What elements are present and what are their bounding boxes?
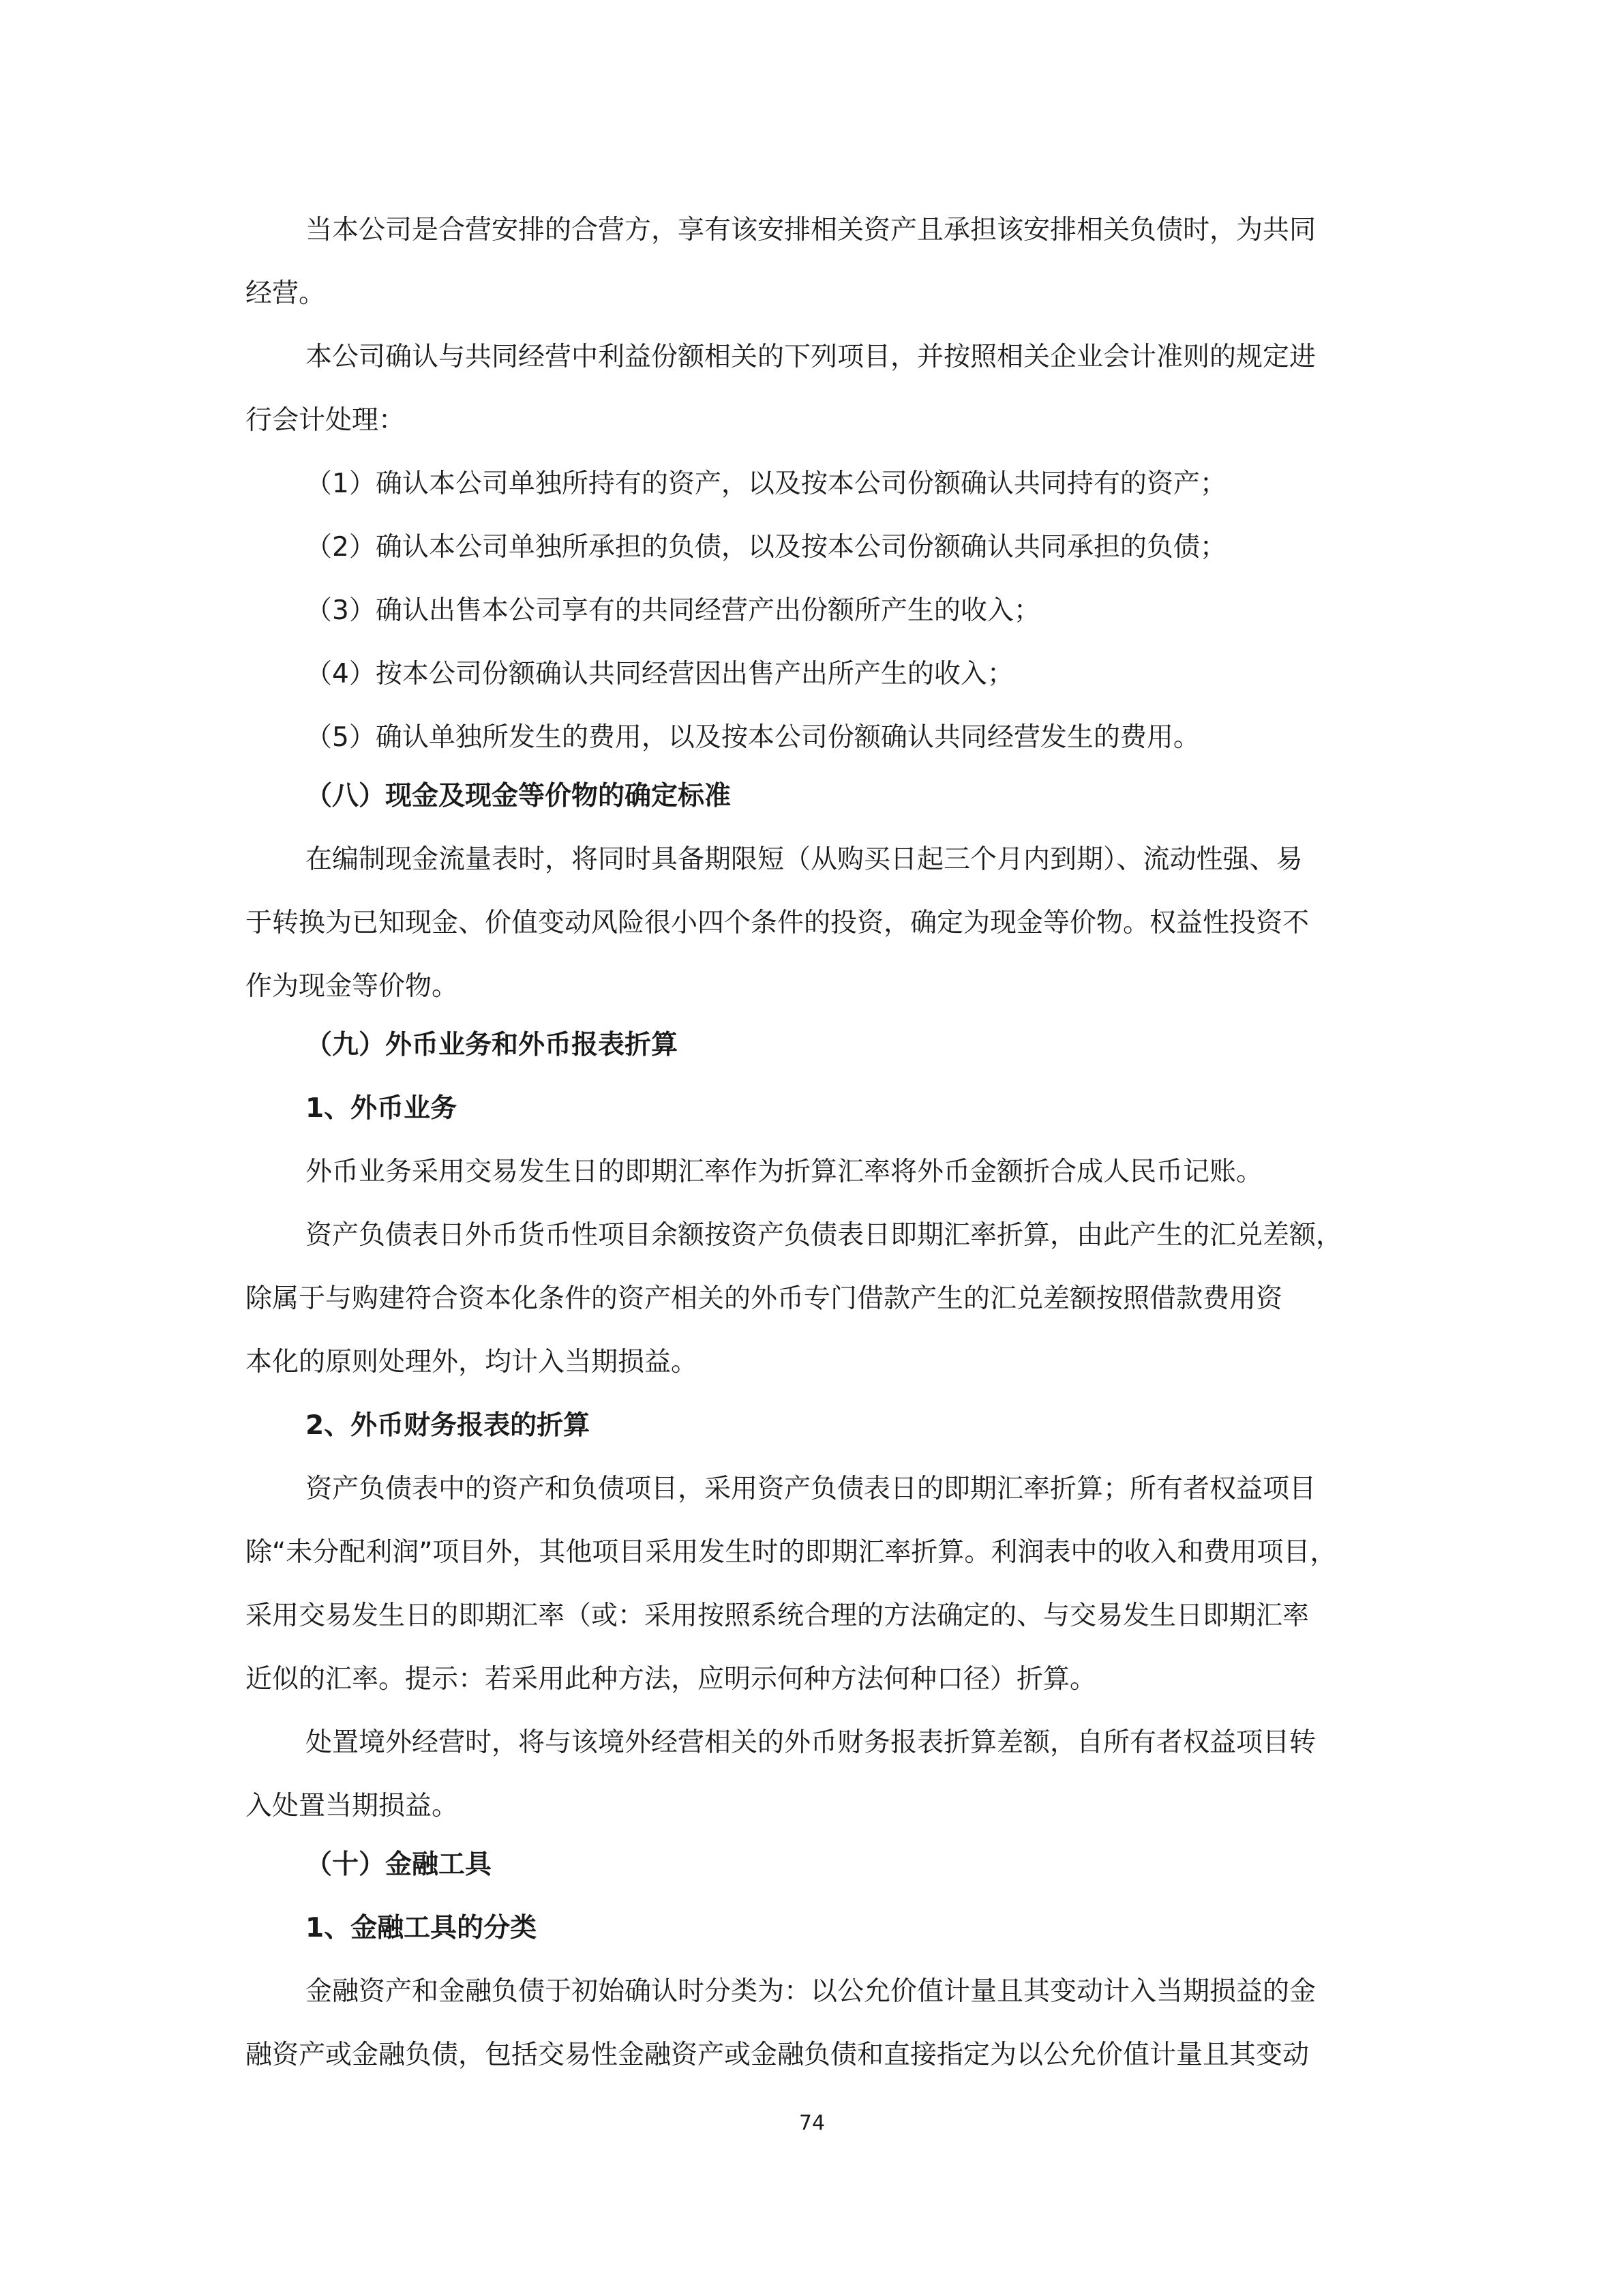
subsection-heading: 2、外币财务报表的折算: [305, 1410, 590, 1441]
subsection-heading: 1、外币业务: [305, 1093, 457, 1124]
list-item: （2）确认本公司单独所承担的负债，以及按本公司份额确认共同承担的负债；: [305, 532, 1227, 563]
list-item: （4）按本公司份额确认共同经营因出售产出所产生的收入；: [305, 659, 1014, 689]
paragraph-line: 经营。: [245, 278, 326, 309]
list-item: （1）确认本公司单独所持有的资产，以及按本公司份额确认共同持有的资产；: [305, 468, 1227, 499]
paragraph-line: 除“未分配利润”项目外，其他项目采用发生时的即期汇率折算。利润表中的收入和费用项目，: [245, 1537, 1337, 1568]
paragraph-line: 本化的原则处理外，均计入当期损益。: [245, 1347, 698, 1377]
paragraph-line: 作为现金等价物。: [245, 971, 459, 1002]
paragraph-line: 资产负债表中的资产和负债项目，采用资产负债表日的即期汇率折算；所有者权益项目: [305, 1474, 1317, 1504]
paragraph-line: 处置境外经营时，将与该境外经营相关的外币财务报表折算差额，自所有者权益项目转: [305, 1727, 1317, 1758]
paragraph-line: 本公司确认与共同经营中利益份额相关的下列项目，并按照相关企业会计准则的规定进: [305, 342, 1317, 372]
paragraph-line: 采用交易发生日的即期汇率（或：采用按照系统合理的方法确定的、与交易发生日即期汇率: [245, 1600, 1310, 1631]
paragraph-line: 当本公司是合营安排的合营方，享有该安排相关资产且承担该安排相关负债时，为共同: [305, 215, 1317, 245]
paragraph-line: 外币业务采用交易发生日的即期汇率作为折算汇率将外币金额折合成人民币记账。: [305, 1157, 1263, 1187]
section-heading: （九）外币业务和外币报表折算: [305, 1030, 678, 1060]
paragraph-line: 除属于与购建符合资本化条件的资产相关的外币专门借款产生的汇兑差额按照借款费用资: [245, 1283, 1283, 1314]
paragraph-line: 资产负债表日外币货币性项目余额按资产负债表日即期汇率折算，由此产生的汇兑差额，: [305, 1220, 1343, 1251]
page-number: 74: [798, 2111, 826, 2135]
paragraph-line: 金融资产和金融负债于初始确认时分类为：以公允价值计量且其变动计入当期损益的金: [305, 1976, 1317, 2007]
paragraph-line: 近似的汇率。提示：若采用此种方法，应明示何种方法何种口径）折算。: [245, 1664, 1097, 1695]
section-heading: （十）金融工具: [305, 1849, 492, 1880]
list-item: （3）确认出售本公司享有的共同经营产出份额所产生的收入；: [305, 595, 1040, 626]
section-heading: （八）现金及现金等价物的确定标准: [305, 781, 732, 811]
subsection-heading: 1、金融工具的分类: [305, 1913, 537, 1943]
paragraph-line: 在编制现金流量表时，将同时具备期限短（从购买日起三个月内到期）、流动性强、易: [305, 844, 1303, 875]
paragraph-line: 入处置当期损益。: [245, 1791, 459, 1821]
list-item: （5）确认单独所发生的费用，以及按本公司份额确认共同经营发生的费用。: [305, 722, 1200, 753]
paragraph-line: 融资产或金融负债，包括交易性金融资产或金融负债和直接指定为以公允价值计量且其变动: [245, 2040, 1310, 2070]
paragraph-line: 行会计处理：: [245, 405, 406, 436]
paragraph-line: 于转换为已知现金、价值变动风险很小四个条件的投资，确定为现金等价物。权益性投资不: [245, 908, 1310, 938]
